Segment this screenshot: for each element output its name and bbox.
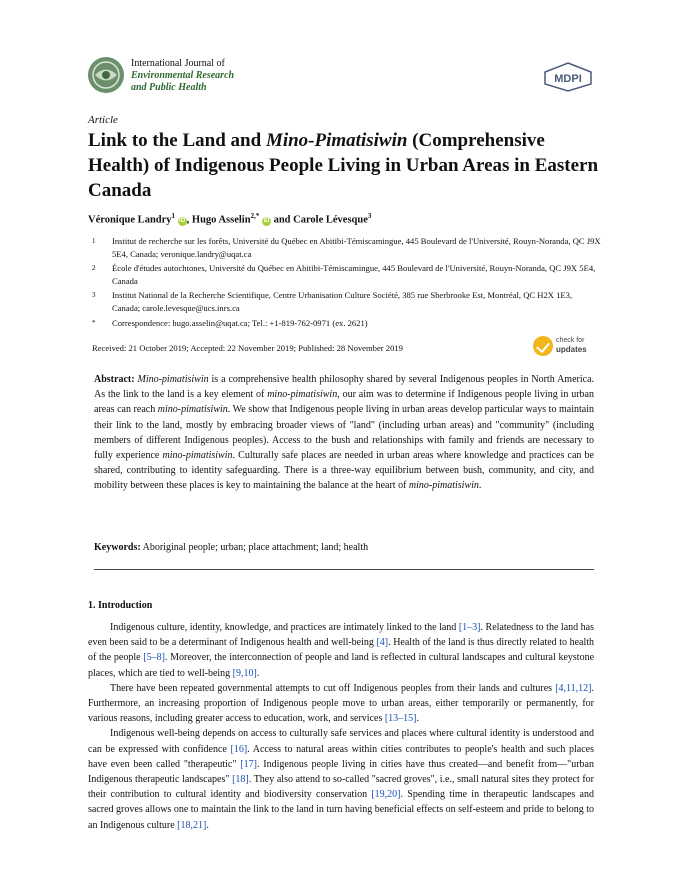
author-3-sup: 3 <box>367 212 372 220</box>
author-2[interactable]: Hugo Asselin <box>191 214 251 226</box>
keywords-text: Aboriginal people; urban; place attachment; land; health <box>140 542 369 553</box>
body-text: . Moreover, the interconnection of people and land is reflected in cultural landscapes and cultural keystone places, which are tied to well-being <box>88 652 595 679</box>
author-2-sup: 2,* <box>250 212 260 220</box>
citation-link[interactable]: [18] <box>232 774 249 786</box>
journal-name-line2: Environmental Research <box>131 70 235 81</box>
body-text: . <box>416 713 420 725</box>
affiliation-text: École d'études autochtones, Université du Québec en Abitibi-Témiscamingue, 445 Boulevard de l'Université, Rouyn-Noranda, QC J9X 5E4, Canada <box>112 263 596 286</box>
citation-link[interactable]: [1–3] <box>458 622 481 633</box>
author-list <box>88 212 371 226</box>
keywords-label: Keywords: <box>94 542 141 553</box>
mdpi-logo-icon <box>543 62 593 92</box>
author-1[interactable]: Véronique Landry <box>88 214 172 226</box>
paragraph <box>88 620 594 681</box>
body-text: . <box>256 667 260 679</box>
body-text: . Spending time in therapeutic landscapes and sacred groves allows one to maintain the link to the land in turn having beneficial effects on self-esteem and pride to belong to an Indigenous culture <box>88 789 594 831</box>
body-text: . <box>206 819 209 831</box>
citation-link[interactable]: [5–8] <box>143 652 165 664</box>
affiliation-number: * <box>92 319 96 327</box>
citation-link[interactable]: [9,10] <box>232 667 257 679</box>
author-1-sup: 1 <box>171 212 176 220</box>
abstract-text: is a comprehensive health philosophy shared by several Indigenous peoples in North America. As the link to the land is a key element of <box>94 374 595 401</box>
article-type-label: Article <box>88 114 118 126</box>
publication-dates: Received: 21 October 2019; Accepted: 22 November 2019; Published: 28 November 2019 <box>92 343 403 353</box>
svg-text:MDPI: MDPI <box>554 73 582 85</box>
abstract-italic: mino-pimatisiwin <box>408 480 479 492</box>
abstract-label: Abstract: <box>94 374 135 385</box>
affiliation-2 <box>92 262 602 287</box>
journal-name-line1: International Journal of <box>131 58 225 69</box>
abstract-italic: mino-pimatisiwin <box>162 450 233 462</box>
body-text: . They also attend to so-called "sacred groves", i.e., small natural sites they protect for their contribution to cultural identity and biodiversity conservation <box>88 774 594 801</box>
citation-link[interactable]: [4,11,12] <box>555 682 592 694</box>
correspondence <box>92 317 602 330</box>
abstract-italic: mino-pimatisiwin <box>157 404 228 416</box>
author-3[interactable]: Carole Lévesque <box>293 214 368 226</box>
citation-link[interactable]: [18,21] <box>177 819 207 831</box>
affiliation-text: Institut National de la Recherche Scientifique, Centre Urbanisation Culture Société, 385 rue Sherbrooke Est, Montréal, QC H2X 1E3, Canada; carole.levesque@ucs.inrs.ca <box>112 290 573 313</box>
orcid-icon[interactable]: iD <box>179 217 186 224</box>
affiliation-number: 3 <box>92 291 96 299</box>
keywords <box>94 541 594 555</box>
journal-name <box>131 58 234 94</box>
paragraph <box>88 681 594 727</box>
abstract-text: , our aim was to determine if Indigenous people living in urban areas can reach <box>94 389 594 416</box>
abstract <box>94 372 594 494</box>
body-text: There have been repeated governmental attempts to cut off Indigenous peoples from their lands and cultures <box>110 682 556 694</box>
body-text: . Access to natural areas within cities contributes to people's health and such places have even been called "therapeutic" <box>88 743 594 770</box>
check-for-updates-button[interactable] <box>533 336 597 358</box>
correspondence-text: Correspondence: hugo.asselin@uqat.ca; Tel.: +1-819-762-0971 (ex. 2621) <box>112 318 368 328</box>
affiliation-text: Institut de recherche sur les forêts, Université du Québec en Abitibi-Témiscamingue, 445 Boulevard de l'Université, Rouyn-Noranda, QC J9X 5E4, Canada; veronique.landry@uqat.ca <box>112 236 601 259</box>
author-sep-2: and <box>270 214 294 226</box>
citation-link[interactable]: [4] <box>376 637 389 649</box>
check-updates-line2: updates <box>556 345 587 354</box>
affiliation-number: 1 <box>92 237 96 245</box>
body-text: . Health of the land is thus directly related to health of the people <box>88 637 595 664</box>
orcid-icon[interactable]: iD <box>263 217 270 224</box>
journal-globe-logo-icon <box>87 56 125 94</box>
abstract-italic: mino-pimatisiwin <box>267 389 338 401</box>
title-part2: (Comprehensive Health) of Indigenous People Living in Urban Areas in Eastern Canada <box>88 130 599 201</box>
author-sep-1: , <box>186 214 192 226</box>
citation-link[interactable]: [16] <box>230 743 248 755</box>
journal-name-line3: and Public Health <box>131 82 207 93</box>
check-updates-line1: check for <box>556 337 585 344</box>
abstract-italic: Mino-pimatisiwin <box>137 374 209 385</box>
introduction-body <box>88 620 594 833</box>
body-text: . Relatedness to the land has even been said to be a determinant of Indigenous health and well-being <box>88 622 594 649</box>
abstract-text: . Culturally safe places are needed in urban areas where knowledge and practices can be shared, contributing to identity safeguarding. There is a three-way equilibrium between bush, community, and city, and mobility between these places is key to maintaining the balance at the heart of <box>94 450 594 492</box>
citation-link[interactable]: [13–15] <box>384 713 417 725</box>
section-divider <box>94 569 594 570</box>
body-text: Indigenous culture, identity, knowledge, and practices are intimately linked to the land <box>110 622 459 633</box>
body-text: Indigenous well-being depends on access to culturally safe services and places where cultural identity is understood and can be expressed with confidence <box>88 728 594 755</box>
affiliation-number: 2 <box>92 264 96 272</box>
body-text: . Furthermore, an increasing proportion of Indigenous people move to urban areas, either temporarily or permanently, for various reasons, including greater access to education, work, and services <box>88 682 594 725</box>
section-heading: 1. Introduction <box>88 600 153 611</box>
body-text: . Indigenous people living in cities have thus created—and benefit from—"urban Indigenous therapeutic landscapes" <box>88 758 594 786</box>
citation-link[interactable]: [17] <box>240 758 257 770</box>
title-italic: Mino-Pimatisiwin <box>265 130 408 151</box>
title-part1: Link to the Land and <box>88 130 266 151</box>
article-title <box>88 128 608 203</box>
abstract-text: . We show that Indigenous people living in urban areas develop particular ways to maintain their link to the land, mostly by embracing broader views of "land" (including urban areas) and "community" (including members of different Indigenous peoples). Access to the bush and relationships with family and friends are necessary to fully experience <box>94 404 594 462</box>
paragraph <box>88 726 594 832</box>
affiliation-3 <box>92 289 602 314</box>
citation-link[interactable]: [19,20] <box>371 789 401 801</box>
affiliation-1 <box>92 235 602 260</box>
abstract-text: . <box>478 480 482 492</box>
